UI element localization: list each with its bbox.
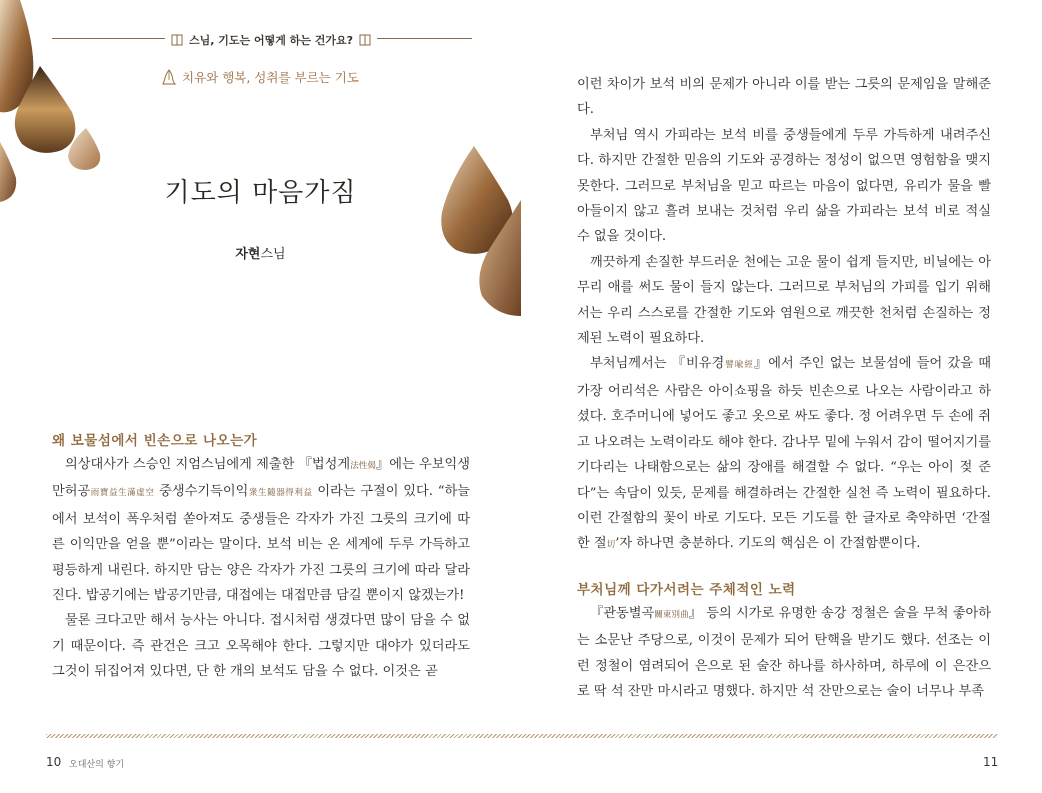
page-number: 10 [46, 755, 62, 769]
article-author [0, 243, 521, 262]
series-header [165, 32, 377, 48]
subtitle-row [160, 68, 359, 86]
author-name: 자현 [235, 247, 261, 262]
article-title: 기도의 마음가짐 [164, 178, 357, 208]
body-text [577, 72, 991, 559]
paragraph: 이런 차이가 보석 비의 문제가 아니라 이를 받는 그릇의 문제임을 말해준다. [577, 77, 991, 118]
body-text [577, 601, 991, 705]
paragraph: 깨끗하게 손질한 부드러운 천에는 고운 물이 쉽게 들지만, 비닐에는 아무리 애를 써도 물이 들지 않는다. 그러므로 부처님의 가피를 입기 위해서는 우리 스스로를 간절한 기도와 염원으로 깨끗한 천처럼 손질하는 정제된 노력이 필요하다. [577, 254, 991, 347]
monk-hands-icon [160, 68, 178, 86]
paragraph: 부처님 역시 가피라는 보석 비를 중생들에게 두루 가득하게 내려주신다. 하지만 간절한 믿음의 기도와 공경하는 정성이 없으면 영험함을 맺지 못한다. 그러므로 부처님을 믿고 따르는 마음이 없다면, 유리가 물을 빨아들이지 않고 흘려 보내는 것처럼 우리 삶을 가피라는 보석 비로 적실 수 없을 것이다. [577, 127, 991, 245]
buddhist-photo-collage [0, 0, 521, 330]
body-text [52, 452, 470, 685]
article-subtitle: 치유와 행복, 성취를 부르는 기도 [182, 70, 359, 85]
paragraph: 『관동별곡關東別曲』 등의 시가로 유명한 송강 정철은 술을 무척 좋아하는 소문난 주당으로, 이것이 문제가 되어 탄핵을 받기도 했다. 선조는 이런 정철이 염려되어 은으로 된 술잔 하나를 하사하며, 하루에 이 은잔으로 딱 석 잔만 마시라고 명했다. 하지만 석 잔만으로는 술이 너무나 부족 [577, 606, 991, 700]
paragraph: 물론 크다고만 해서 능사는 아니다. 접시처럼 생겼다면 많이 담을 수 없기 때문이다. 즉 관건은 크고 오목해야 한다. 그렇지만 대야가 있더라도 그것이 뒤집어져 있다면, 단 한 개의 보석도 담을 수 없다. 이것은 곧 [52, 613, 470, 680]
right-page [521, 0, 1042, 793]
footer-rule [521, 734, 997, 738]
series-mark-icon [359, 34, 371, 46]
series-title: 스님, 기도는 어떻게 하는 건가요? [189, 34, 354, 47]
series-mark-icon [171, 34, 183, 46]
section-heading: 부처님께 다가서려는 주체적인 노력 [577, 582, 796, 598]
author-suffix: 스님 [260, 247, 286, 262]
paragraph: 부처님께서는 『비유경譬喩經』에서 주인 없는 보물섬에 들어 갔을 때 가장 어리석은 사람은 아이쇼핑을 하듯 빈손으로 나오는 사람이라고 하셨다. 호주머니에 넣어도 좋고 옷으로 싸도 좋다. 정 어려우면 두 손에 쥐고 나오려는 노력이라도 해야 한다. 감나무 밑에 누워서 감이 떨어지기를 기다리는 나태함으로는 삶의 장애를 해결할 수 없다. “우는 아이 젖 준다”는 속담이 있듯, 문제를 해결하려는 간절한 실천 즉 노력이 필요하다. 이런 간절함의 꽃이 바로 기도다. 모든 기도를 한 글자로 축약하면 ‘간절한 절切’자 하나면 충분하다. 기도의 핵심은 이 간절함뿐이다. [577, 356, 991, 552]
section-heading: 왜 보물섬에서 빈손으로 나오는가 [52, 433, 258, 449]
paragraph: 의상대사가 스승인 지엄스님에게 제출한 『법성게法性偈』에는 우보익생만허공雨寶益生滿虛空 중생수기득이익衆生隨器得利益 이라는 구절이 있다. “하늘에서 보석이 폭우처럼 쏟아져도 중생들은 각자가 가진 그릇의 크기에 따른 이익만을 얻을 뿐”이라는 말이다. 보석 비는 온 세계에 두루 가득하고 평등하게 내린다. 하지만 담는 양은 각자가 가진 그릇의 크기에 따라 달라진다. 밥공기에는 밥공기만큼, 대접에는 대접만큼 담길 뿐이지 않겠는가! [52, 457, 470, 604]
page-number: 11 [983, 755, 999, 769]
magazine-name: 오대산의 향기 [69, 760, 125, 770]
footer-rule [46, 734, 521, 738]
